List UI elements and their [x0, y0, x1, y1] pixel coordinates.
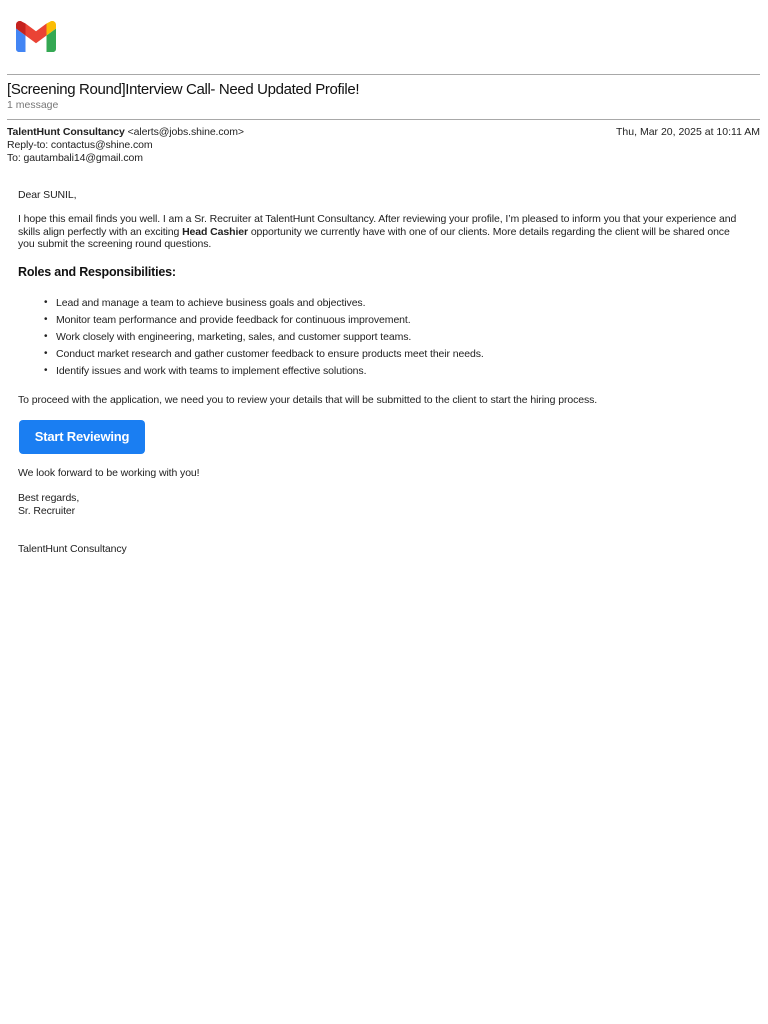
- signature-title: Sr. Recruiter: [18, 505, 76, 517]
- list-item-text: Monitor team performance and provide feedback for continuous improvement.: [56, 314, 411, 326]
- email-subject: [Screening Round]Interview Call- Need Updated Profile!: [7, 81, 360, 98]
- reply-to-line: Reply-to: contactus@shine.com: [7, 139, 153, 151]
- gmail-logo-icon: [16, 21, 56, 52]
- signature-company: TalentHunt Consultancy: [18, 543, 127, 555]
- bullet-icon: •: [44, 348, 48, 359]
- job-title-highlight: Head Cashier: [182, 225, 248, 238]
- bullet-icon: •: [44, 365, 48, 376]
- list-item: [18, 347, 484, 364]
- roles-list: [18, 296, 484, 381]
- intro-text-part1: I hope this email finds you well. I am a Sr. Recruiter at TalentHunt Consultancy. After reviewing your profile, I’m pleased to inform you that your experience and skills align perfectly with an exciting: [18, 213, 737, 238]
- start-reviewing-button[interactable]: Start Reviewing: [19, 420, 145, 454]
- sender-name: TalentHunt Consultancy: [7, 126, 125, 138]
- list-item-text: Lead and manage a team to achieve business goals and objectives.: [56, 297, 366, 309]
- intro-text-part2: opportunity we currently have with one of our clients. More details regarding the client will be shared once you submit the screening round questions.: [18, 225, 730, 250]
- list-item-text: Work closely with engineering, marketing, sales, and customer support teams.: [56, 331, 412, 343]
- list-item: [18, 364, 484, 381]
- subject-divider: [7, 119, 760, 120]
- sign-off: Best regards,: [18, 492, 80, 504]
- closing-line: We look forward to be working with you!: [18, 467, 200, 479]
- intro-paragraph: [18, 213, 746, 251]
- proceed-paragraph: To proceed with the application, we need you to review your details that will be submitted to the client to start the hiring process.: [18, 394, 598, 406]
- bullet-icon: •: [44, 331, 48, 342]
- email-date: Thu, Mar 20, 2025 at 10:11 AM: [616, 126, 760, 138]
- bullet-icon: •: [44, 297, 48, 308]
- list-item-text: Identify issues and work with teams to implement effective solutions.: [56, 365, 367, 377]
- list-item: [18, 313, 484, 330]
- recipient-line: To: gautambali14@gmail.com: [7, 152, 143, 164]
- sender-address: <alerts@jobs.shine.com>: [127, 126, 244, 138]
- sender-line: [7, 126, 244, 138]
- greeting: Dear SUNIL,: [18, 189, 77, 201]
- list-item: [18, 330, 484, 347]
- list-item-text: Conduct market research and gather customer feedback to ensure products meet their needs.: [56, 348, 484, 360]
- message-count: 1 message: [7, 99, 59, 111]
- header-divider: [7, 74, 760, 75]
- roles-heading: Roles and Responsibilities:: [18, 265, 176, 279]
- list-item: [18, 296, 484, 313]
- bullet-icon: •: [44, 314, 48, 325]
